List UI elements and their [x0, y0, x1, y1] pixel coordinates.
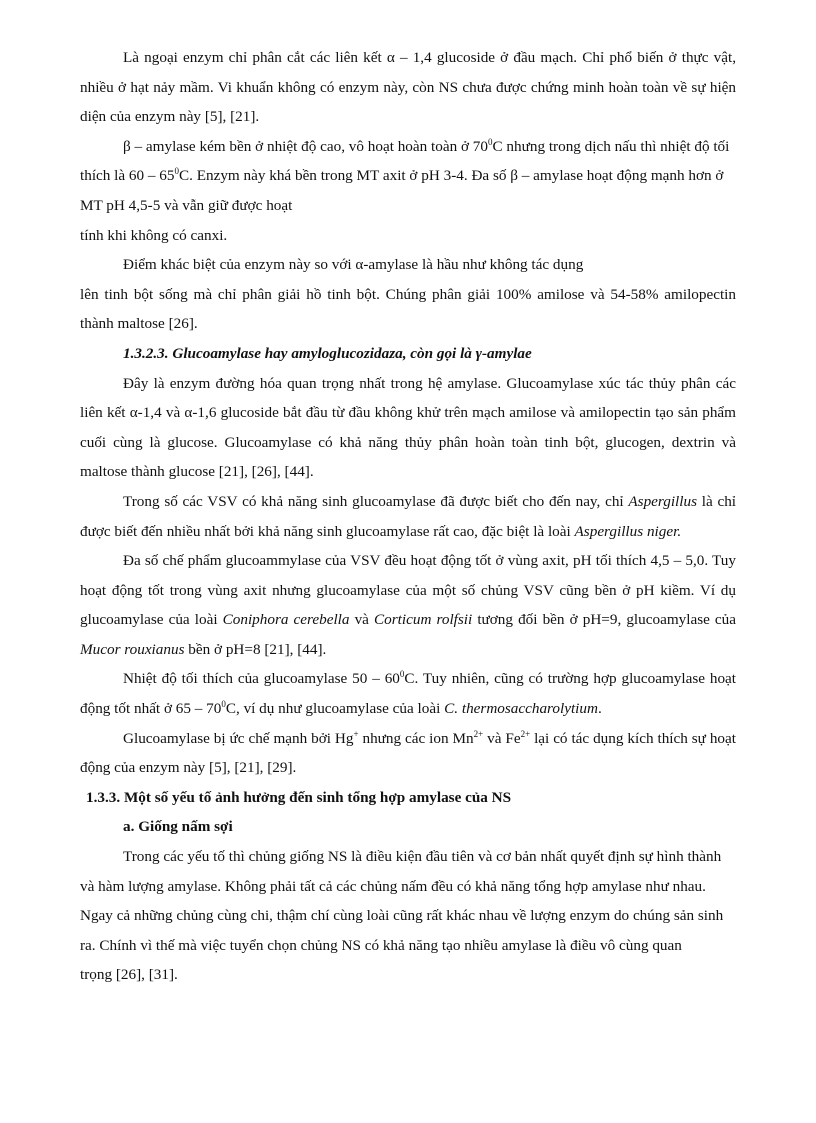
paragraph-beta-amylase-difference-line1: Điểm khác biệt của enzym này so với α-amylase là hầu như không tác dụng: [123, 256, 584, 274]
paragraph-beta-amylase-temperature: β – amylase kém bền ở nhiệt độ cao, vô hoạt hoàn toàn ở $70^0C$ nhưng trong dịch nấu thì nhiệt độ tối thích là $60 - 65^0C$. Enzym này khá bền trong MT axit ở pH 3-4. Đa số β – amylase hoạt động mạnh hơn ở MT pH 4,5-5 và vẫn giữ được hoạt: [80, 136, 730, 214]
paragraph-glucoamylase-aspergillus: Trong số các VSV có khả năng sinh glucoamylase đã được biết cho đến nay, chỉ Aspergillus là chỉ được biết đến nhiều nhất bởi khả năng sinh glucoamylase rất cao, đặc biệt là loài Aspergillus niger.: [80, 492, 737, 540]
section-heading-glucoamylase: 1.3.2.3. Glucoamylase hay amyloglucozidaza, còn gọi là γ-amylae: [123, 344, 532, 362]
paragraph-beta-amylase-calcium: tính khi không có canxi.: [80, 226, 228, 244]
document-page: [80, 43, 736, 990]
section-heading-factors: 1.3.3. Một số yếu tố ảnh hưởng đến sinh tổng hợp amylase của NS: [86, 788, 512, 806]
paragraph-glucoamylase-definition: Đây là enzym đường hóa quan trọng nhất trong hệ amylase. Glucoamylase xúc tác thủy phân các liên kết α-1,4 và α-1,6 glucoside bắt đầu từ đầu không khử trên mạch amilose và amilopectin tạo sản phẩm cuối cùng là glucose. Glucoamylase có khả năng thủy phân hoàn toàn tinh bột, glucogen, dextrin và maltose thành glucose [21], [26], [44].: [80, 374, 736, 481]
paragraph-glucoamylase-ph: Đa số chế phẩm glucoammylase của VSV đều hoạt động tốt ở vùng axit, pH tối thích 4,5 – 5,0. Tuy hoạt động tốt trong vùng axit nhưng glucoamylase của một số chủng VSV cũng bền ở pH kiềm. Ví dụ glucoamylase của loài Coniphora cerebella và Corticum rolfsii tương đối bền ở pH=9, glucoamylase của Mucor rouxianus bền ở pH=8 [21], [44].: [80, 552, 737, 658]
subsection-heading-fungal-strain: a. Giống nấm sợi: [123, 818, 233, 836]
paragraph-glucoamylase-temperature: Nhiệt độ tối thích của glucoamylase $50 - 60^0C$. Tuy nhiên, cũng có trường hợp glucoamylase hoạt động tốt nhất ở $65 - 70^0C$, ví dụ như glucoamylase của loài C. thermosaccharolytium.: [80, 669, 736, 718]
paragraph-glucoamylase-inhibition: Glucoamylase bị ức chế mạnh bởi Hg+ nhưng các ion $Mn^{2+}$ và $Fe^{2+}$ lại có tác dụng kích thích sự hoạt động của enzym này [5], [21], [29].: [80, 728, 736, 777]
paragraph-beta-amylase-difference: lên tinh bột sống mà chỉ phân giải hồ tinh bột. Chúng phân giải 100% amilose và 54-58% amilopectin thành maltose [26].: [80, 285, 736, 333]
paragraph-beta-amylase-intro: Là ngoại enzym chỉ phân cắt các liên kết α – 1,4 glucoside ở đầu mạch. Chỉ phổ biến ở thực vật, nhiều ở hạt nảy mầm. Vi khuẩn không có enzym này, còn NS chưa được chứng minh hoàn toàn về sự hiện diện của enzym này [5], [21].: [80, 49, 736, 126]
paragraph-fungal-strain-end: trọng [26], [31].: [80, 966, 178, 984]
paragraph-fungal-strain: Trong các yếu tố thì chủng giống NS là điều kiện đầu tiên và cơ bản nhất quyết định sự hình thành và hàm lượng amylase. Không phải tất cả các chủng nấm đều có khả năng tổng hợp amylase như nhau. Ngay cả những chủng cùng chi, thậm chí cùng loài cũng rất khác nhau về lượng enzym do chúng sản sinh ra. Chính vì thế mà việc tuyển chọn chủng NS có khả năng tạo nhiều amylase là điều vô cùng quan: [80, 848, 724, 954]
